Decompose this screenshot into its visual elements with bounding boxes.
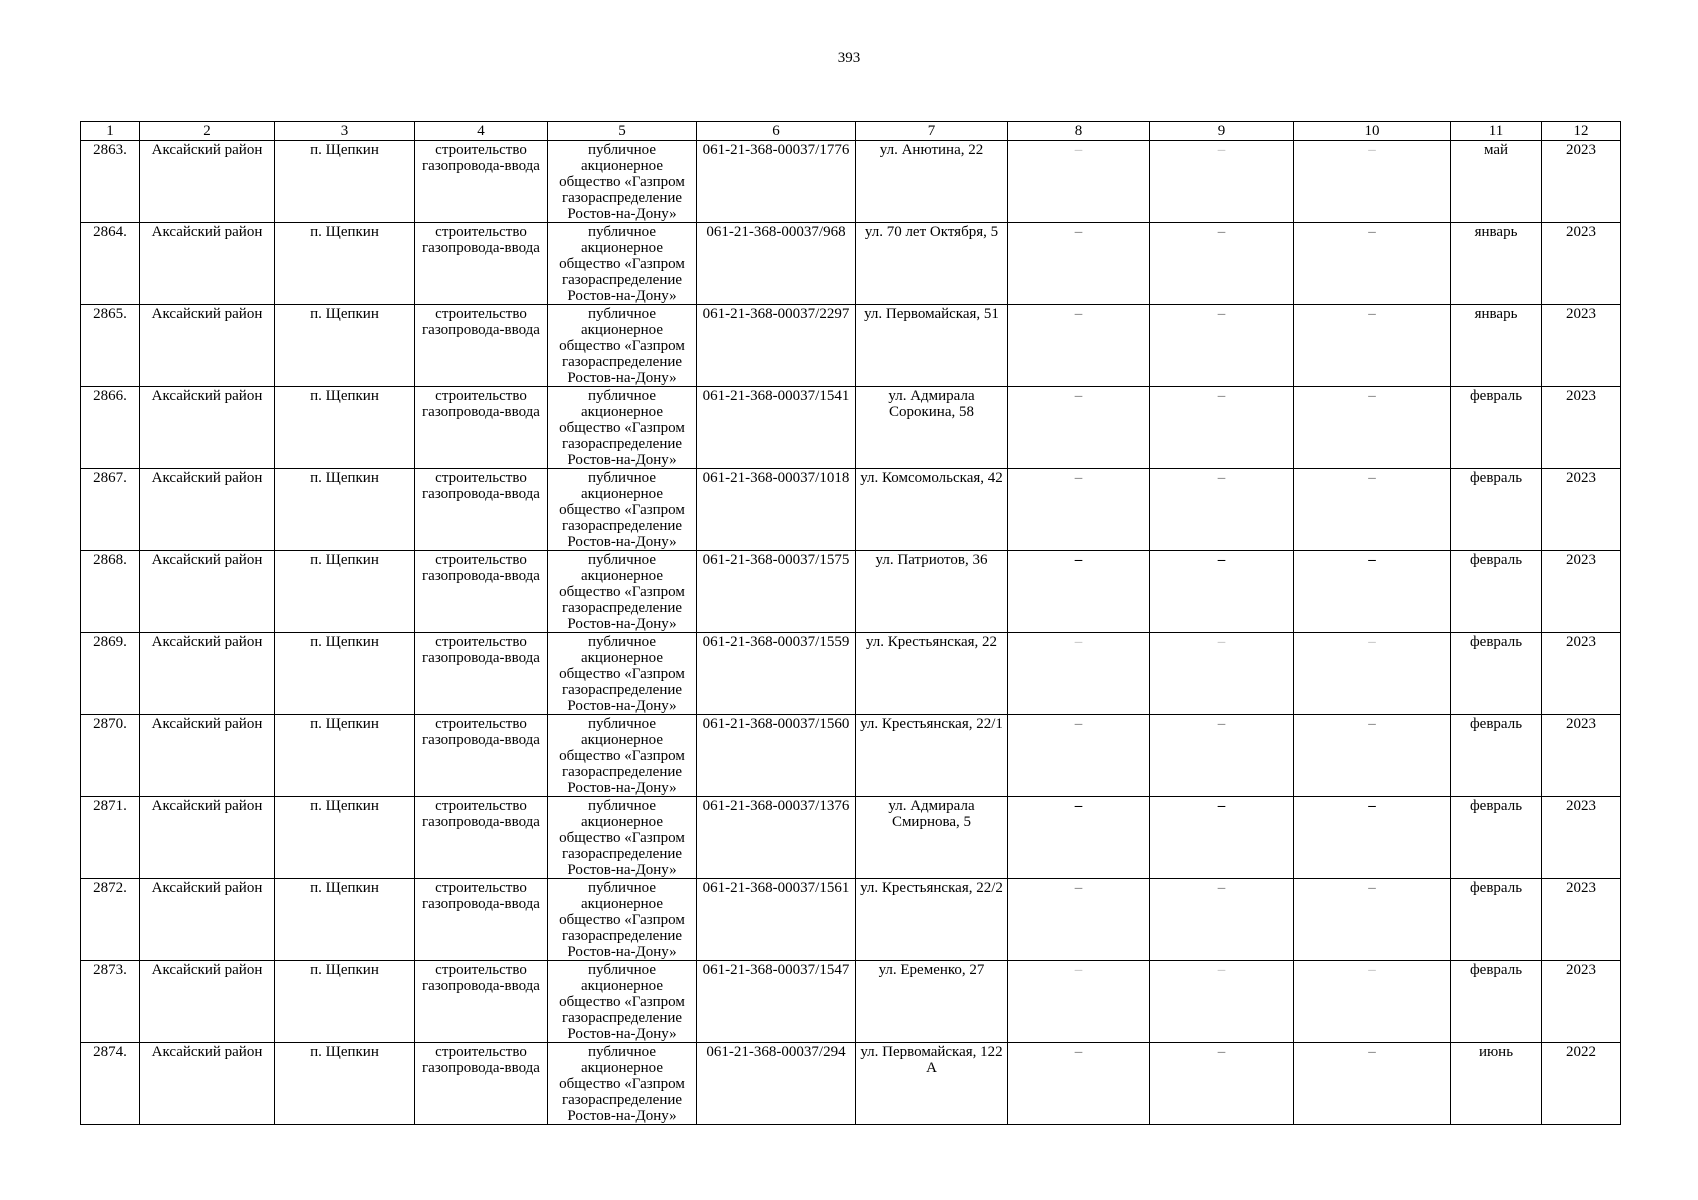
organization-cell: публичное акционерное общество «Газпром газораспределение Ростов-на-Дону»	[548, 715, 697, 797]
column-header: 5	[548, 122, 697, 141]
address-cell: ул. Патриотов, 36	[856, 551, 1008, 633]
year-cell: 2023	[1542, 797, 1621, 879]
organization-cell: публичное акционерное общество «Газпром газораспределение Ростов-на-Дону»	[548, 551, 697, 633]
district-cell: Аксайский район	[140, 797, 275, 879]
column-9-cell: –	[1150, 715, 1294, 797]
column-9-cell: –	[1150, 223, 1294, 305]
row-number-cell: 2872.	[81, 879, 140, 961]
table-row	[81, 141, 1621, 223]
column-9-cell: –	[1150, 961, 1294, 1043]
work-type-cell: строительство газопровода-ввода	[415, 961, 548, 1043]
settlement-cell: п. Щепкин	[275, 797, 415, 879]
table-row	[81, 305, 1621, 387]
organization-cell: публичное акционерное общество «Газпром газораспределение Ростов-на-Дону»	[548, 797, 697, 879]
organization-cell: публичное акционерное общество «Газпром газораспределение Ростов-на-Дону»	[548, 961, 697, 1043]
column-header: 7	[856, 122, 1008, 141]
month-cell: февраль	[1451, 715, 1542, 797]
year-cell: 2023	[1542, 551, 1621, 633]
column-10-cell: –	[1294, 305, 1451, 387]
district-cell: Аксайский район	[140, 551, 275, 633]
address-cell: ул. Комсомольская, 42	[856, 469, 1008, 551]
registry-code-cell: 061-21-368-00037/968	[697, 223, 856, 305]
registry-code-cell: 061-21-368-00037/1776	[697, 141, 856, 223]
column-8-cell: –	[1008, 469, 1150, 551]
column-header: 10	[1294, 122, 1451, 141]
column-header: 11	[1451, 122, 1542, 141]
work-type-cell: строительство газопровода-ввода	[415, 387, 548, 469]
settlement-cell: п. Щепкин	[275, 633, 415, 715]
district-cell: Аксайский район	[140, 469, 275, 551]
organization-cell: публичное акционерное общество «Газпром газораспределение Ростов-на-Дону»	[548, 879, 697, 961]
year-cell: 2023	[1542, 223, 1621, 305]
table-row	[81, 469, 1621, 551]
year-cell: 2022	[1542, 1043, 1621, 1125]
column-header: 1	[81, 122, 140, 141]
address-cell: ул. Крестьянская, 22	[856, 633, 1008, 715]
table-row	[81, 715, 1621, 797]
registry-code-cell: 061-21-368-00037/1575	[697, 551, 856, 633]
column-10-cell: –	[1294, 223, 1451, 305]
year-cell: 2023	[1542, 305, 1621, 387]
year-cell: 2023	[1542, 469, 1621, 551]
column-8-cell: –	[1008, 961, 1150, 1043]
column-8-cell: –	[1008, 141, 1150, 223]
column-8-cell: –	[1008, 387, 1150, 469]
work-type-cell: строительство газопровода-ввода	[415, 223, 548, 305]
column-8-cell: –	[1008, 1043, 1150, 1125]
column-header: 3	[275, 122, 415, 141]
table-row	[81, 1043, 1621, 1125]
column-9-cell: –	[1150, 1043, 1294, 1125]
table-row	[81, 633, 1621, 715]
address-cell: ул. Крестьянская, 22/1	[856, 715, 1008, 797]
settlement-cell: п. Щепкин	[275, 879, 415, 961]
work-type-cell: строительство газопровода-ввода	[415, 305, 548, 387]
settlement-cell: п. Щепкин	[275, 387, 415, 469]
row-number-cell: 2873.	[81, 961, 140, 1043]
column-10-cell: –	[1294, 469, 1451, 551]
month-cell: февраль	[1451, 879, 1542, 961]
address-cell: ул. Первомайская, 122 А	[856, 1043, 1008, 1125]
column-8-cell: –	[1008, 879, 1150, 961]
registry-code-cell: 061-21-368-00037/1547	[697, 961, 856, 1043]
month-cell: июнь	[1451, 1043, 1542, 1125]
organization-cell: публичное акционерное общество «Газпром газораспределение Ростов-на-Дону»	[548, 387, 697, 469]
column-header: 12	[1542, 122, 1621, 141]
row-number-cell: 2863.	[81, 141, 140, 223]
registry-code-cell: 061-21-368-00037/1541	[697, 387, 856, 469]
organization-cell: публичное акционерное общество «Газпром газораспределение Ростов-на-Дону»	[548, 1043, 697, 1125]
registry-code-cell: 061-21-368-00037/1559	[697, 633, 856, 715]
settlement-cell: п. Щепкин	[275, 223, 415, 305]
table-body	[81, 141, 1621, 1125]
district-cell: Аксайский район	[140, 715, 275, 797]
column-9-cell: –	[1150, 387, 1294, 469]
address-cell: ул. Первомайская, 51	[856, 305, 1008, 387]
column-10-cell: –	[1294, 797, 1451, 879]
work-type-cell: строительство газопровода-ввода	[415, 715, 548, 797]
column-10-cell: –	[1294, 551, 1451, 633]
column-10-cell: –	[1294, 1043, 1451, 1125]
column-10-cell: –	[1294, 387, 1451, 469]
month-cell: февраль	[1451, 797, 1542, 879]
column-8-cell: –	[1008, 633, 1150, 715]
settlement-cell: п. Щепкин	[275, 305, 415, 387]
settlement-cell: п. Щепкин	[275, 715, 415, 797]
registry-code-cell: 061-21-368-00037/2297	[697, 305, 856, 387]
column-9-cell: –	[1150, 305, 1294, 387]
column-8-cell: –	[1008, 797, 1150, 879]
work-type-cell: строительство газопровода-ввода	[415, 797, 548, 879]
column-header: 6	[697, 122, 856, 141]
district-cell: Аксайский район	[140, 305, 275, 387]
row-number-cell: 2869.	[81, 633, 140, 715]
column-header: 4	[415, 122, 548, 141]
address-cell: ул. Еременко, 27	[856, 961, 1008, 1043]
year-cell: 2023	[1542, 961, 1621, 1043]
month-cell: февраль	[1451, 387, 1542, 469]
row-number-cell: 2864.	[81, 223, 140, 305]
settlement-cell: п. Щепкин	[275, 1043, 415, 1125]
registry-code-cell: 061-21-368-00037/294	[697, 1043, 856, 1125]
column-9-cell: –	[1150, 141, 1294, 223]
work-type-cell: строительство газопровода-ввода	[415, 469, 548, 551]
page-number: 393	[837, 50, 861, 66]
address-cell: ул. 70 лет Октября, 5	[856, 223, 1008, 305]
settlement-cell: п. Щепкин	[275, 551, 415, 633]
settlement-cell: п. Щепкин	[275, 469, 415, 551]
organization-cell: публичное акционерное общество «Газпром газораспределение Ростов-на-Дону»	[548, 141, 697, 223]
work-type-cell: строительство газопровода-ввода	[415, 879, 548, 961]
organization-cell: публичное акционерное общество «Газпром газораспределение Ростов-на-Дону»	[548, 633, 697, 715]
row-number-cell: 2867.	[81, 469, 140, 551]
column-10-cell: –	[1294, 633, 1451, 715]
table-row	[81, 879, 1621, 961]
month-cell: май	[1451, 141, 1542, 223]
year-cell: 2023	[1542, 879, 1621, 961]
month-cell: январь	[1451, 223, 1542, 305]
work-type-cell: строительство газопровода-ввода	[415, 551, 548, 633]
month-cell: январь	[1451, 305, 1542, 387]
column-10-cell: –	[1294, 961, 1451, 1043]
district-cell: Аксайский район	[140, 223, 275, 305]
row-number-cell: 2874.	[81, 1043, 140, 1125]
column-header: 2	[140, 122, 275, 141]
table-row	[81, 387, 1621, 469]
column-9-cell: –	[1150, 469, 1294, 551]
row-number-cell: 2870.	[81, 715, 140, 797]
table-row	[81, 551, 1621, 633]
district-cell: Аксайский район	[140, 879, 275, 961]
organization-cell: публичное акционерное общество «Газпром газораспределение Ростов-на-Дону»	[548, 305, 697, 387]
settlement-cell: п. Щепкин	[275, 141, 415, 223]
year-cell: 2023	[1542, 715, 1621, 797]
column-9-cell: –	[1150, 879, 1294, 961]
month-cell: февраль	[1451, 961, 1542, 1043]
registry-code-cell: 061-21-368-00037/1560	[697, 715, 856, 797]
district-cell: Аксайский район	[140, 141, 275, 223]
organization-cell: публичное акционерное общество «Газпром газораспределение Ростов-на-Дону»	[548, 469, 697, 551]
column-9-cell: –	[1150, 551, 1294, 633]
year-cell: 2023	[1542, 633, 1621, 715]
registry-code-cell: 061-21-368-00037/1561	[697, 879, 856, 961]
column-header: 8	[1008, 122, 1150, 141]
address-cell: ул. Адмирала Сорокина, 58	[856, 387, 1008, 469]
column-9-cell: –	[1150, 633, 1294, 715]
month-cell: февраль	[1451, 551, 1542, 633]
registry-code-cell: 061-21-368-00037/1376	[697, 797, 856, 879]
table-row	[81, 223, 1621, 305]
column-9-cell: –	[1150, 797, 1294, 879]
column-8-cell: –	[1008, 551, 1150, 633]
work-type-cell: строительство газопровода-ввода	[415, 1043, 548, 1125]
column-10-cell: –	[1294, 879, 1451, 961]
row-number-cell: 2866.	[81, 387, 140, 469]
work-type-cell: строительство газопровода-ввода	[415, 633, 548, 715]
month-cell: февраль	[1451, 469, 1542, 551]
work-type-cell: строительство газопровода-ввода	[415, 141, 548, 223]
column-8-cell: –	[1008, 715, 1150, 797]
row-number-cell: 2868.	[81, 551, 140, 633]
row-number-cell: 2865.	[81, 305, 140, 387]
settlement-cell: п. Щепкин	[275, 961, 415, 1043]
table-row	[81, 797, 1621, 879]
address-cell: ул. Анютина, 22	[856, 141, 1008, 223]
row-number-cell: 2871.	[81, 797, 140, 879]
address-cell: ул. Адмирала Смирнова, 5	[856, 797, 1008, 879]
column-header: 9	[1150, 122, 1294, 141]
column-10-cell: –	[1294, 715, 1451, 797]
district-cell: Аксайский район	[140, 1043, 275, 1125]
table-row	[81, 961, 1621, 1043]
column-8-cell: –	[1008, 223, 1150, 305]
column-10-cell: –	[1294, 141, 1451, 223]
organization-cell: публичное акционерное общество «Газпром газораспределение Ростов-на-Дону»	[548, 223, 697, 305]
district-cell: Аксайский район	[140, 387, 275, 469]
address-cell: ул. Крестьянская, 22/2	[856, 879, 1008, 961]
district-cell: Аксайский район	[140, 961, 275, 1043]
year-cell: 2023	[1542, 387, 1621, 469]
registry-table	[80, 121, 1621, 1125]
month-cell: февраль	[1451, 633, 1542, 715]
registry-code-cell: 061-21-368-00037/1018	[697, 469, 856, 551]
column-8-cell: –	[1008, 305, 1150, 387]
district-cell: Аксайский район	[140, 633, 275, 715]
year-cell: 2023	[1542, 141, 1621, 223]
header-row	[81, 122, 1621, 141]
